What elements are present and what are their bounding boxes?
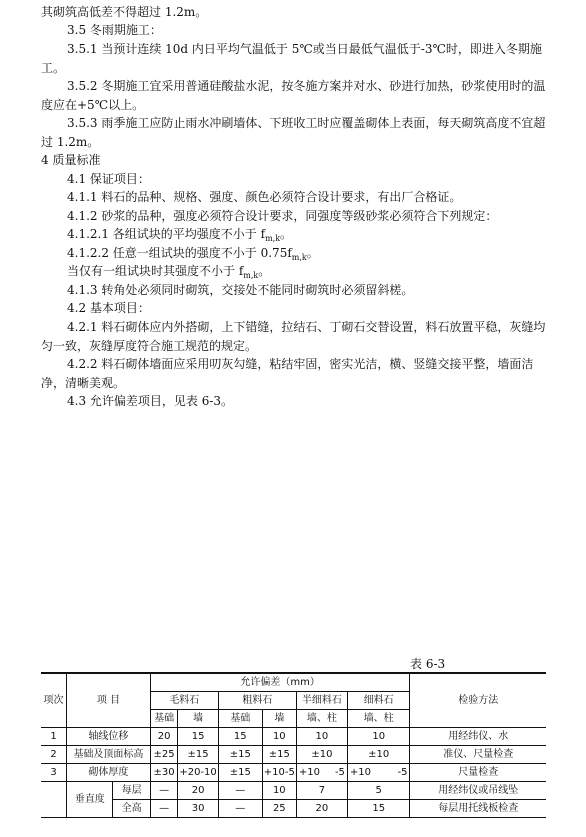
header-item: 项 目 (67, 673, 151, 728)
paragraph: 4.3 允许偏差项目，见表 6-3。 (67, 394, 234, 408)
header-coarse-stone: 粗料石 (218, 692, 296, 710)
table-row: 2 基础及顶面标高 ±25 ±15 ±15 ±15 ±10 ±10 准仪、尺量检查 (41, 746, 546, 764)
paragraph: 当仅有一组试块时其强度不小于 $f_{m,k}$。 (67, 264, 271, 280)
paragraph: 4.1.2 砂浆的品种，强度必须符合设计要求，同强度等级砂浆必须符合下列规定： (67, 209, 498, 223)
header-wall-column: 墙、柱 (296, 710, 347, 728)
paragraph: 3.5.3 雨季施工应防止雨水冲刷墙体、下班收工时应覆盖砌体上表面，每天砌筑高度不宜超过 1.2m。 (41, 116, 546, 149)
header-foundation: 基础 (218, 710, 262, 728)
paragraph: 4.1.1 料石的品种、规格、强度、颜色必须符合设计要求，有出厂合格证。 (67, 190, 462, 204)
section-heading: 4 质量标准 (41, 153, 101, 167)
header-deviation: 允许偏差（mm） (150, 673, 410, 692)
header-wall-column: 墙、柱 (347, 710, 410, 728)
header-semi-fine-stone: 半细料石 (296, 692, 347, 710)
paragraph: 4.2.2 料石砌体墙面应采用叨灰勾缝，粘结牢固，密实光洁，横、竖缝交接平整，墙面洁净，清晰美观。 (41, 357, 534, 390)
paragraph: 3.5.1 当预计连续 10d 内日平均气温低于 5℃或当日最低气温低于-3℃时，即进入冬期施工。 (41, 42, 542, 75)
paragraph: 3.5.2 冬期施工宜采用普通硅酸盐水泥，按冬施方案并对水、砂进行加热，砂浆使用时的温度应在+5℃以上。 (41, 79, 546, 112)
header-rough-stone: 毛料石 (150, 692, 218, 710)
text-line: 其砌筑高低差不得超过 1.2m。 (41, 5, 208, 19)
header-index: 项次 (41, 673, 67, 728)
paragraph: 4.1.2.1 各组试块的平均强度不小于 $f_{m,k}$。 (67, 227, 293, 243)
paragraph: 4.2.1 料石砌体应内外搭砌，上下错缝，拉结石、丁砌石交替设置，料石放置平稳，灰缝均匀一致，灰缝厚度符合施工规范的规定。 (41, 320, 546, 353)
table-row: 垂直度 每层 — 20 — 10 7 5 用经纬仪或吊线坠 (41, 782, 546, 800)
paragraph: 4.1.3 转角处必须同时砌筑，交接处不能同时砌筑时必须留斜槎。 (67, 283, 414, 297)
table-row: 全高 — 30 — 25 20 15 每层用托线板检查 (41, 800, 546, 818)
header-wall: 墙 (262, 710, 296, 728)
header-foundation: 基础 (150, 710, 178, 728)
table-row: 3 砌体厚度 ±30 +20 -10 ±15 +10 -5 +10 -5 +10 -5 尺量检查 (41, 764, 546, 782)
table-caption: 表 6-3 (410, 657, 446, 671)
section-heading: 4.1 保证项目： (67, 172, 150, 186)
header-wall: 墙 (178, 710, 218, 728)
section-heading: 4.2 基本项目： (67, 301, 150, 315)
paragraph: 4.1.2.2 任意一组试块的强度不小于 $0.75f_{m,k}$。 (67, 246, 319, 262)
section-heading: 3.5 冬雨期施工： (67, 23, 162, 37)
table-row: 1 轴线位移 20 15 15 10 10 10 用经纬仪、水 (41, 728, 546, 746)
header-fine-stone: 细料石 (347, 692, 410, 710)
tolerance-table (41, 672, 546, 818)
header-method: 检验方法 (410, 673, 546, 728)
